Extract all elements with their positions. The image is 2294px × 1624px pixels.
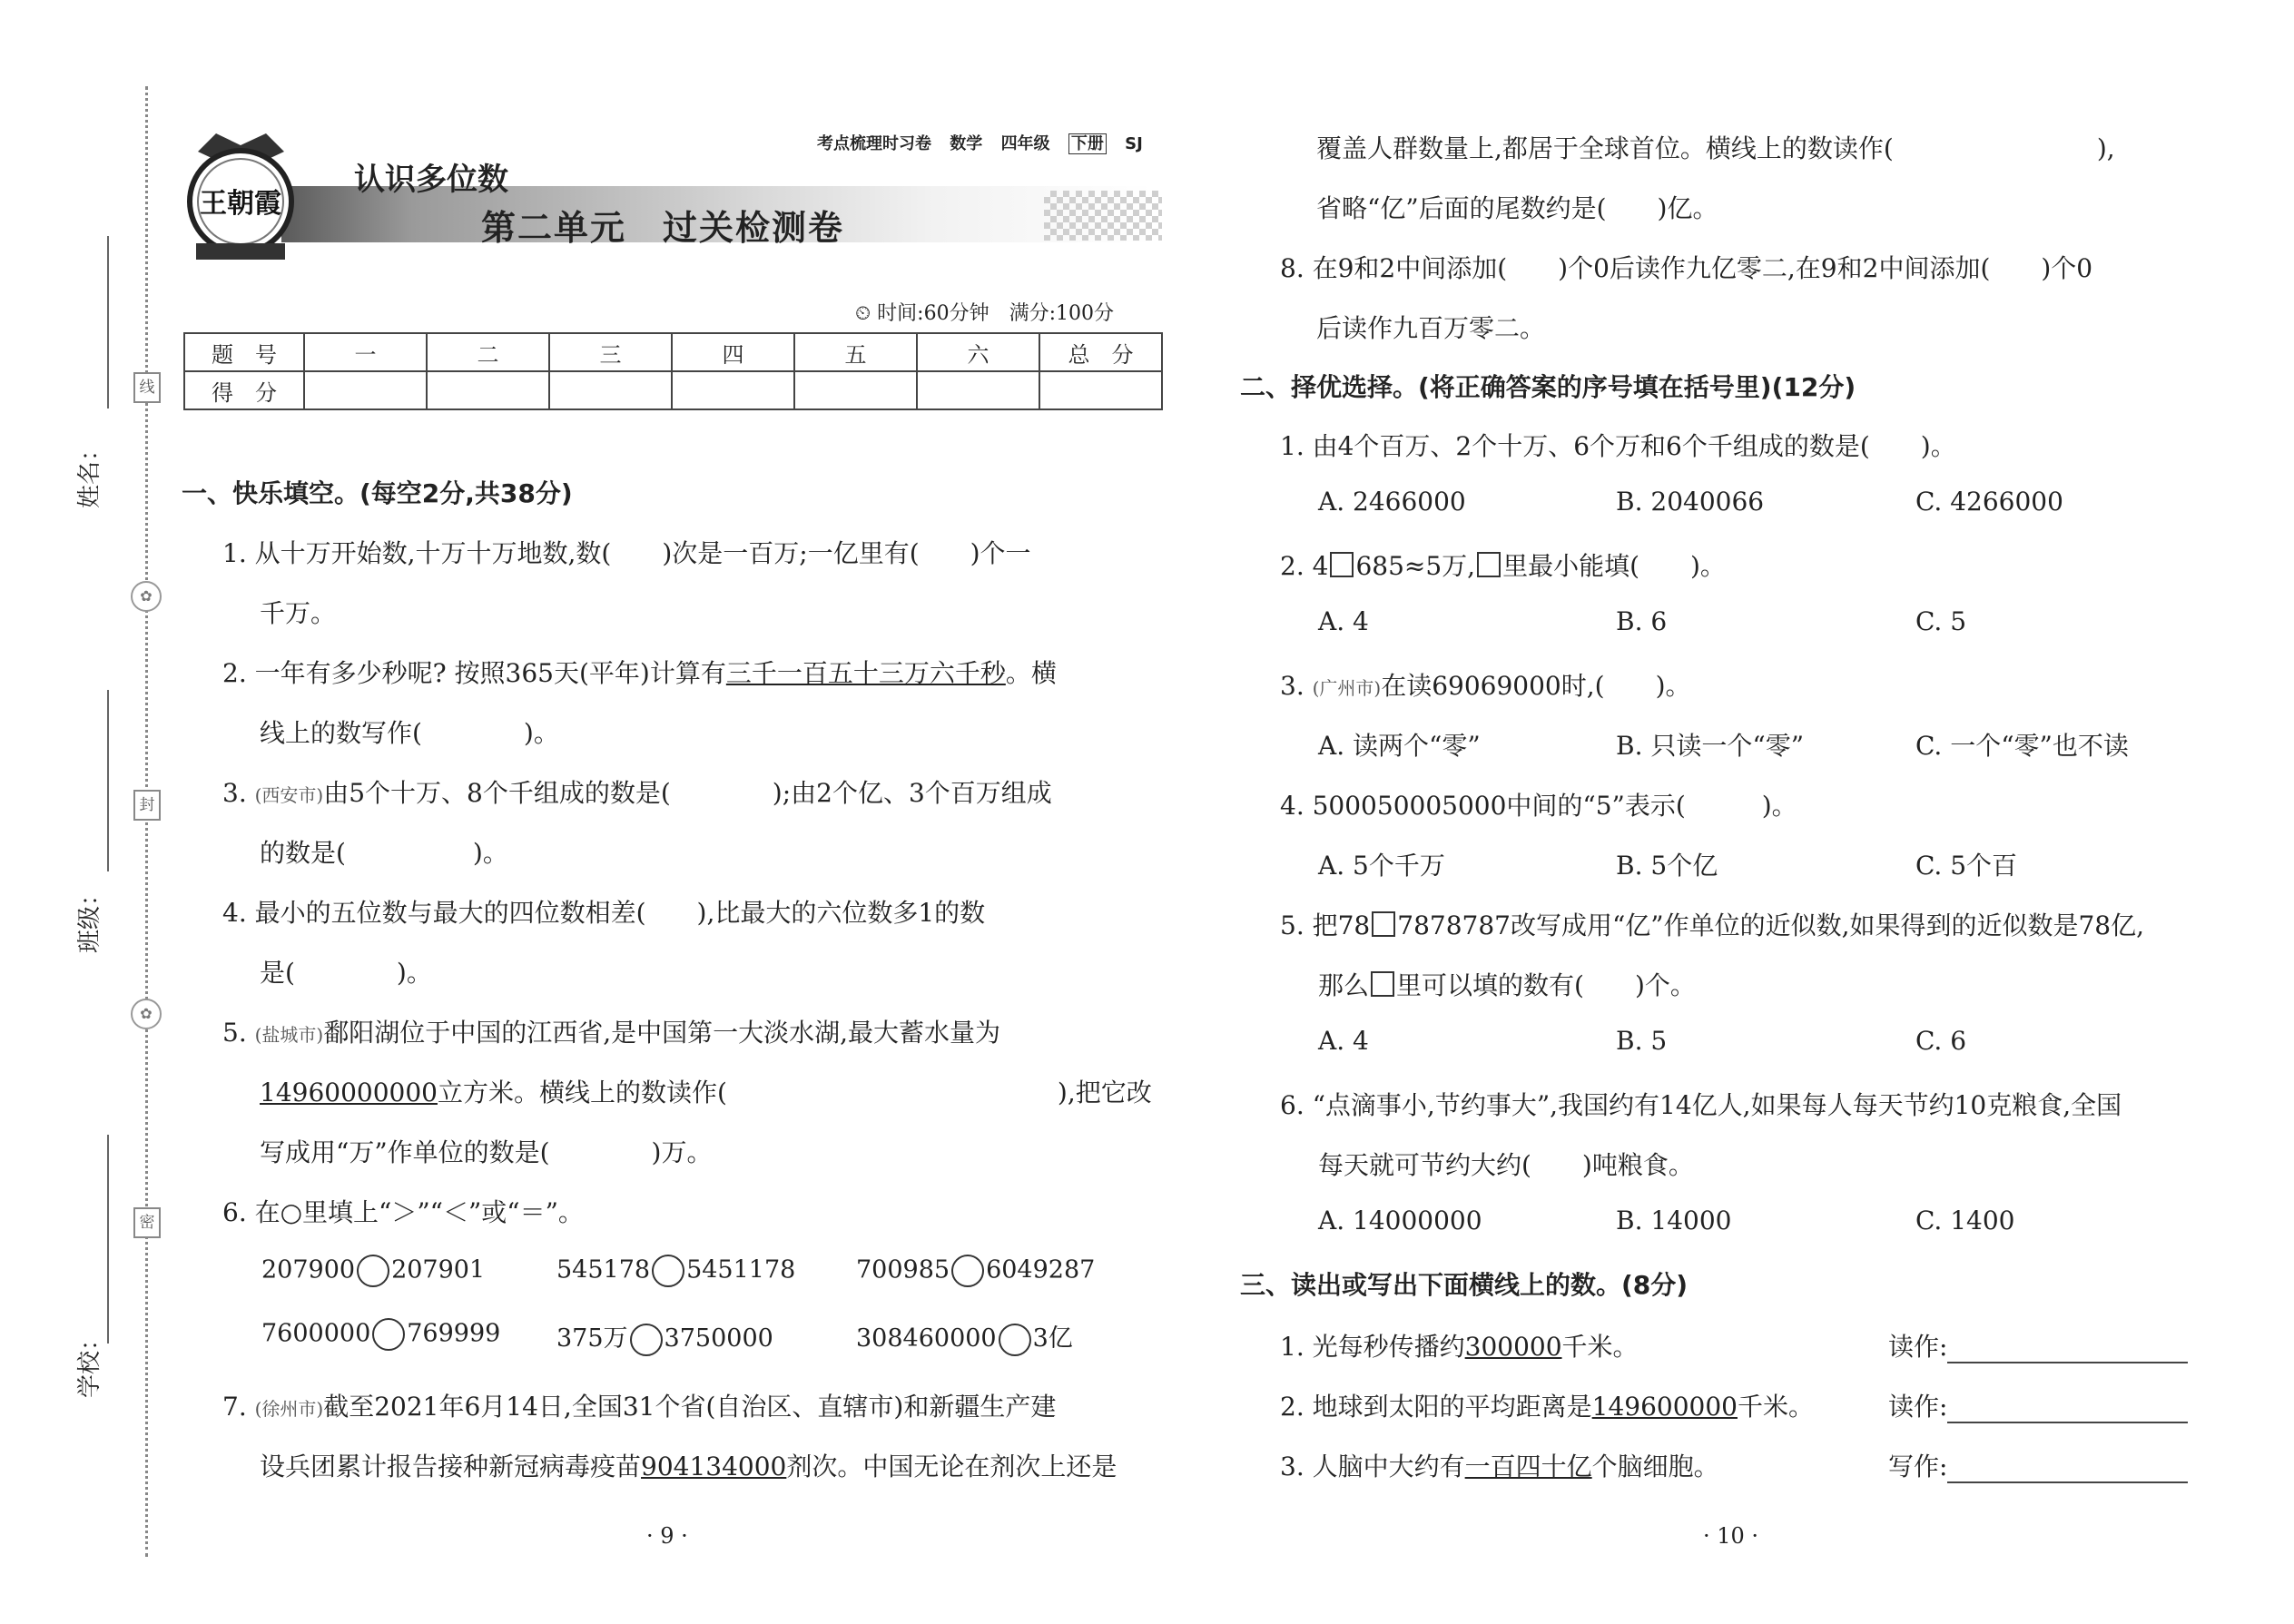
score-row-values	[184, 371, 1162, 409]
score-cell: 二	[427, 333, 549, 371]
compare-left: 308460000	[856, 1324, 997, 1353]
mc-5-stem-line-1	[1280, 906, 2144, 942]
question-7-line-1	[222, 1387, 1056, 1423]
mc-3-option-c[interactable]: C. 一个“零”也不读	[1915, 731, 2129, 761]
book-info	[817, 131, 1156, 154]
compare-item	[556, 1318, 773, 1356]
compare-circle[interactable]	[652, 1255, 684, 1287]
compare-item	[856, 1255, 1095, 1287]
score-row-header	[184, 333, 1162, 371]
q5-underlined-number: 14960000000	[260, 1078, 438, 1107]
subject-title: 认识多位数	[354, 162, 508, 198]
score-label: 得 分	[184, 371, 304, 409]
q7-text-2: 设兵团累计报告接种新冠病毒疫苗	[260, 1452, 642, 1481]
page-number-right: · 10 ·	[1703, 1523, 1759, 1549]
q7-underlined-number: 904134000	[641, 1452, 787, 1481]
q7-source: (徐州市)	[254, 1398, 324, 1420]
book-subject: 数学	[950, 134, 983, 153]
rw-2-answer-line[interactable]	[1947, 1394, 2188, 1423]
question-5-line-3: 写成用“万”作单位的数是( )万。	[260, 1137, 713, 1167]
clock-icon: ⏲	[855, 302, 878, 325]
q5-source: (盐城市)	[254, 1024, 324, 1046]
score-table	[183, 332, 1163, 410]
school-write-line[interactable]	[107, 1135, 109, 1343]
rw-2-post: 千米。	[1737, 1392, 1814, 1422]
time-info	[855, 298, 1114, 326]
question-5-line-2	[260, 1073, 1152, 1109]
mc-1-option-b[interactable]: B. 2040066	[1616, 487, 1765, 517]
binding-mark-feng: 封	[133, 790, 161, 821]
rw-3-pre: 3. 人脑中大约有	[1280, 1452, 1465, 1481]
rw-1-answer	[1888, 1327, 2188, 1363]
question-6-stem: 6. 在○里填上“＞”“＜”或“＝”。	[222, 1197, 584, 1227]
section-3-heading: 三、读出或写出下面横线上的数。(8分)	[1240, 1270, 1689, 1300]
mc-4-option-a[interactable]: A. 5个千万	[1318, 851, 1445, 881]
question-1-line-1: 1. 从十万开始数,十万十万地数,数( )次是一百万;一亿里有( )个一	[222, 538, 1031, 568]
mc-2-stem	[1280, 546, 1726, 583]
compare-item	[556, 1255, 795, 1287]
q2-text-end: 。横	[1005, 658, 1057, 688]
question-1-line-2: 千万。	[260, 598, 337, 628]
compare-circle[interactable]	[357, 1255, 389, 1287]
rw-1-label: 读作:	[1888, 1332, 1948, 1362]
q3-number: 3.	[222, 778, 255, 808]
mc-2-text: 2. 4	[1280, 551, 1329, 581]
time-text: 时间:60分钟 满分:100分	[877, 302, 1114, 325]
score-input[interactable]	[427, 371, 549, 409]
mc-5-option-b[interactable]: B. 5	[1616, 1026, 1668, 1056]
mc-3-text: 在读69069000时,( )。	[1381, 671, 1691, 701]
school-label: 学校：	[76, 1326, 103, 1398]
rw-1-answer-line[interactable]	[1947, 1334, 2188, 1363]
mc-2-text: 685≈5万,	[1355, 551, 1476, 581]
score-cell: 五	[794, 333, 917, 371]
rw-2-underlined: 149600000	[1591, 1392, 1738, 1422]
question-4-line-2: 是( )。	[260, 958, 432, 988]
section-2-heading: 二、择优选择。(将正确答案的序号填在括号里)(12分)	[1240, 372, 1856, 402]
mc-5-option-a[interactable]: A. 4	[1318, 1026, 1369, 1056]
rw-3-answer	[1888, 1447, 2188, 1483]
mc-6-stem-line-1: 6. “点滴事小,节约事大”,我国约有14亿人,如果每人每天节约10克粮食,全国	[1280, 1090, 2122, 1120]
mc-2-text: 里最小能填( )。	[1502, 551, 1726, 581]
compare-circle[interactable]	[999, 1324, 1031, 1356]
compare-left: 207900	[261, 1255, 356, 1284]
question-7-line-3: 覆盖人群数量上,都居于全球首位。横线上的数读作( ),	[1316, 133, 2115, 163]
header-checker-pattern	[1044, 191, 1162, 241]
book-series: 考点梳理时习卷	[817, 134, 931, 153]
blank-box[interactable]	[1372, 911, 1395, 937]
compare-right: 3亿	[1032, 1324, 1073, 1353]
mc-5-text: 7878787改写成用“亿”作单位的近似数,如果得到的近似数是78亿,	[1397, 910, 2145, 940]
rw-1-post: 千米。	[1561, 1332, 1639, 1362]
blank-box[interactable]	[1330, 552, 1354, 577]
score-cell: 三	[549, 333, 672, 371]
score-input[interactable]	[917, 371, 1039, 409]
brand-logo	[180, 129, 302, 265]
rw-2-pre: 2. 地球到太阳的平均距离是	[1280, 1392, 1592, 1422]
q7-number: 7.	[222, 1392, 255, 1422]
unit-title: 第二单元 过关检测卷	[481, 207, 845, 248]
q5-text: 鄱阳湖位于中国的江西省,是中国第一大淡水湖,最大蓄水量为	[323, 1018, 1001, 1048]
binding-dashed-line	[145, 86, 148, 1557]
binding-ornament-icon: ✿	[131, 999, 162, 1029]
rw-3-text	[1280, 1447, 1719, 1483]
book-grade: 四年级	[1000, 134, 1050, 153]
compare-right: 3750000	[664, 1324, 773, 1353]
compare-left: 700985	[856, 1255, 950, 1284]
mc-3-source: (广州市)	[1312, 677, 1382, 699]
score-input[interactable]	[794, 371, 917, 409]
q5-number: 5.	[222, 1018, 255, 1048]
score-input[interactable]	[549, 371, 672, 409]
question-5-line-1	[222, 1013, 1000, 1049]
question-8-line-1: 8. 在9和2中间添加( )个0后读作九亿零二,在9和2中间添加( )个0	[1280, 253, 2093, 283]
score-cell: 题 号	[184, 333, 304, 371]
mc-1-option-c[interactable]: C. 4266000	[1915, 487, 2063, 517]
score-cell: 一	[304, 333, 427, 371]
mc-1-stem: 1. 由4个百万、2个十万、6个万和6个千组成的数是( )。	[1280, 431, 1956, 461]
q5-text-2: 立方米。横线上的数读作( ),把它改	[437, 1078, 1152, 1107]
q2-underlined-number: 三千一百五十三万六千秒	[725, 658, 1006, 688]
mc-2-option-b[interactable]: B. 6	[1616, 606, 1668, 636]
name-write-line[interactable]	[107, 236, 109, 408]
rw-3-answer-line[interactable]	[1947, 1454, 2188, 1483]
compare-item	[261, 1318, 500, 1351]
question-2-line-1	[222, 654, 1057, 690]
mc-6-option-b[interactable]: B. 14000	[1616, 1206, 1732, 1235]
compare-item	[261, 1255, 485, 1287]
compare-right: 5451178	[686, 1255, 796, 1284]
name-label: 姓名：	[76, 437, 103, 508]
question-2-line-2: 线上的数写作( )。	[260, 718, 559, 748]
compare-right: 207901	[391, 1255, 486, 1284]
mc-6-option-c[interactable]: C. 1400	[1915, 1206, 2015, 1235]
mc-5-option-c[interactable]: C. 6	[1915, 1026, 1967, 1056]
class-label: 班级：	[76, 881, 103, 953]
mc-4-option-b[interactable]: B. 5个亿	[1616, 851, 1718, 881]
mc-5-stem-line-2	[1318, 966, 1696, 1002]
question-7-line-4: 省略“亿”后面的尾数约是( )亿。	[1316, 193, 1718, 223]
compare-left: 375万	[556, 1324, 628, 1353]
compare-left: 7600000	[261, 1319, 371, 1348]
compare-circle[interactable]	[630, 1324, 663, 1356]
page-number-left: · 9 ·	[646, 1523, 688, 1549]
compare-item	[856, 1318, 1073, 1356]
mc-2-option-a[interactable]: A. 4	[1318, 606, 1369, 636]
rw-1-pre: 1. 光每秒传播约	[1280, 1332, 1465, 1362]
mc-3-option-a[interactable]: A. 读两个“零”	[1318, 731, 1481, 761]
score-cell: 六	[917, 333, 1039, 371]
mc-4-option-c[interactable]: C. 5个百	[1915, 851, 2018, 881]
binding-ornament-icon: ✿	[131, 581, 162, 612]
question-8-line-2: 后读作九百万零二。	[1316, 313, 1546, 343]
mc-5-text: 那么	[1318, 970, 1370, 1000]
rw-2-text	[1280, 1387, 1814, 1423]
rw-3-label: 写作:	[1888, 1452, 1948, 1481]
rw-1-underlined: 300000	[1464, 1332, 1562, 1362]
score-cell: 四	[672, 333, 794, 371]
compare-right: 6049287	[986, 1255, 1096, 1284]
score-cell: 总 分	[1039, 333, 1162, 371]
question-3-line-1	[222, 773, 1052, 810]
mc-3-option-b[interactable]: B. 只读一个“零”	[1616, 731, 1805, 761]
book-volume: 下册	[1068, 133, 1107, 154]
score-input[interactable]	[1039, 371, 1162, 409]
binding-mark-mi: 密	[133, 1207, 161, 1238]
q2-text: 2. 一年有多少秒呢? 按照365天(平年)计算有	[222, 658, 726, 688]
mc-2-option-c[interactable]: C. 5	[1915, 606, 1967, 636]
rw-1-text	[1280, 1327, 1639, 1363]
mc-5-text: 里可以填的数有( )个。	[1396, 970, 1696, 1000]
mc-6-stem-line-2: 每天就可节约大约( )吨粮食。	[1318, 1150, 1694, 1180]
blank-box[interactable]	[1477, 552, 1501, 577]
mc-1-option-a[interactable]: A. 2466000	[1318, 487, 1466, 517]
mc-3-number: 3.	[1280, 671, 1313, 701]
q3-source: (西安市)	[254, 784, 324, 806]
mc-4-stem: 4. 500050005000中间的“5”表示( )。	[1280, 791, 1797, 821]
class-write-line[interactable]	[107, 690, 109, 871]
section-1-heading: 一、快乐填空。(每空2分,共38分)	[182, 478, 573, 508]
rw-3-underlined: 一百四十亿	[1464, 1452, 1592, 1481]
q3-text: 由5个十万、8个千组成的数是( );由2个亿、3个百万组成	[323, 778, 1052, 808]
mc-3-stem	[1280, 666, 1691, 703]
rw-2-label: 读作:	[1888, 1392, 1948, 1422]
rw-2-answer	[1888, 1387, 2188, 1423]
question-3-line-2: 的数是( )。	[260, 838, 508, 868]
blank-box[interactable]	[1371, 971, 1394, 997]
score-input[interactable]	[672, 371, 794, 409]
compare-circle[interactable]	[951, 1255, 984, 1287]
score-input[interactable]	[304, 371, 427, 409]
compare-right: 769999	[407, 1319, 501, 1348]
rw-3-post: 个脑细胞。	[1591, 1452, 1719, 1481]
mc-5-text: 5. 把78	[1280, 910, 1371, 940]
mc-6-option-a[interactable]: A. 14000000	[1318, 1206, 1482, 1235]
q7-text: 截至2021年6月14日,全国31个省(自治区、直辖市)和新疆生产建	[323, 1392, 1057, 1422]
q7-text-3: 剂次。中国无论在剂次上还是	[786, 1452, 1117, 1481]
compare-left: 545178	[556, 1255, 651, 1284]
compare-circle[interactable]	[372, 1318, 405, 1351]
logo-text: 王朝霞	[200, 188, 281, 220]
binding-mark-xian: 线	[133, 372, 161, 403]
question-4-line-1: 4. 最小的五位数与最大的四位数相差( ),比最大的六位数多1的数	[222, 898, 986, 928]
book-edition: SJ	[1125, 134, 1143, 153]
question-7-line-2	[260, 1447, 1117, 1483]
